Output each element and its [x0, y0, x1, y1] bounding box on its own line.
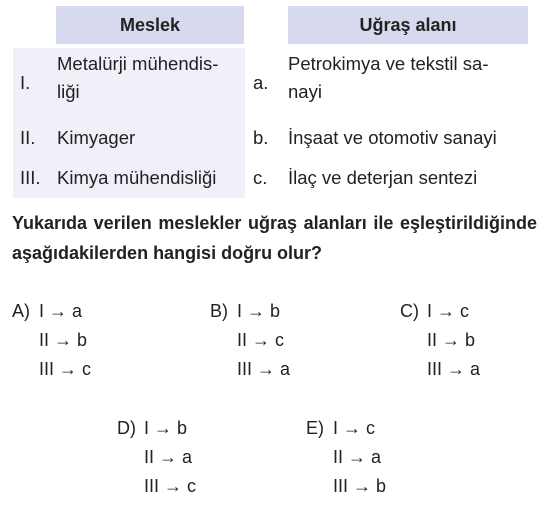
row-3-meslek: Kimya mühendisliği: [51, 158, 245, 198]
option-b-line-1: I → b: [237, 301, 281, 321]
option-a-label: A): [12, 301, 30, 321]
option-e-label: E): [306, 418, 324, 438]
option-b-line-2: II → c: [237, 330, 285, 350]
row-1-roman: I.: [13, 48, 51, 118]
row-1-letter: a.: [253, 72, 269, 93]
row-1-meslek-text: Metalürji mühendis- liği: [57, 53, 219, 102]
row-3-alan: İlaç ve deterjan sentezi: [288, 167, 478, 188]
option-d-line-3: III → c: [144, 476, 197, 496]
option-a[interactable]: [12, 297, 122, 387]
option-c-label: C): [400, 301, 419, 321]
option-c-line-1: I → c: [427, 301, 470, 321]
question-text: Yukarıda verilen meslekler uğraş alanları ile eşleştirildiğinde aşağıdakilerden hangisi doğru olur?: [12, 213, 537, 263]
option-e-line-1: I → c: [333, 418, 376, 438]
option-e[interactable]: [306, 414, 416, 504]
option-d[interactable]: [117, 414, 227, 504]
option-d-label: D): [117, 418, 136, 438]
row-3-letter: c.: [253, 167, 268, 188]
row-2-alan: İnşaat ve otomotiv sanayi: [288, 127, 497, 148]
option-e-line-3: III → b: [333, 476, 387, 496]
row-2-meslek: Kimyager: [51, 118, 245, 158]
row-2-letter: b.: [253, 127, 269, 148]
row-2-roman: II.: [13, 118, 51, 158]
row-1-meslek: [51, 48, 245, 118]
option-d-line-1: I → b: [144, 418, 188, 438]
header-ugras-alani: Uğraş alanı: [288, 6, 528, 44]
option-b[interactable]: [210, 297, 320, 387]
option-c-line-3: III → a: [427, 359, 481, 379]
row-1-alan-text: Petrokimya ve tekstil sa- nayi: [288, 53, 489, 102]
option-a-line-3: III → c: [39, 359, 92, 379]
option-e-line-2: II → a: [333, 447, 382, 467]
row-3-roman: III.: [13, 158, 51, 198]
option-c-line-2: II → b: [427, 330, 476, 350]
header-meslek: Meslek: [56, 6, 244, 44]
option-b-label: B): [210, 301, 228, 321]
option-b-line-3: III → a: [237, 359, 291, 379]
option-c[interactable]: [400, 297, 510, 387]
option-a-line-1: I → a: [39, 301, 83, 321]
option-d-line-2: II → a: [144, 447, 193, 467]
option-a-line-2: II → b: [39, 330, 88, 350]
row-1-alan: [282, 48, 528, 118]
